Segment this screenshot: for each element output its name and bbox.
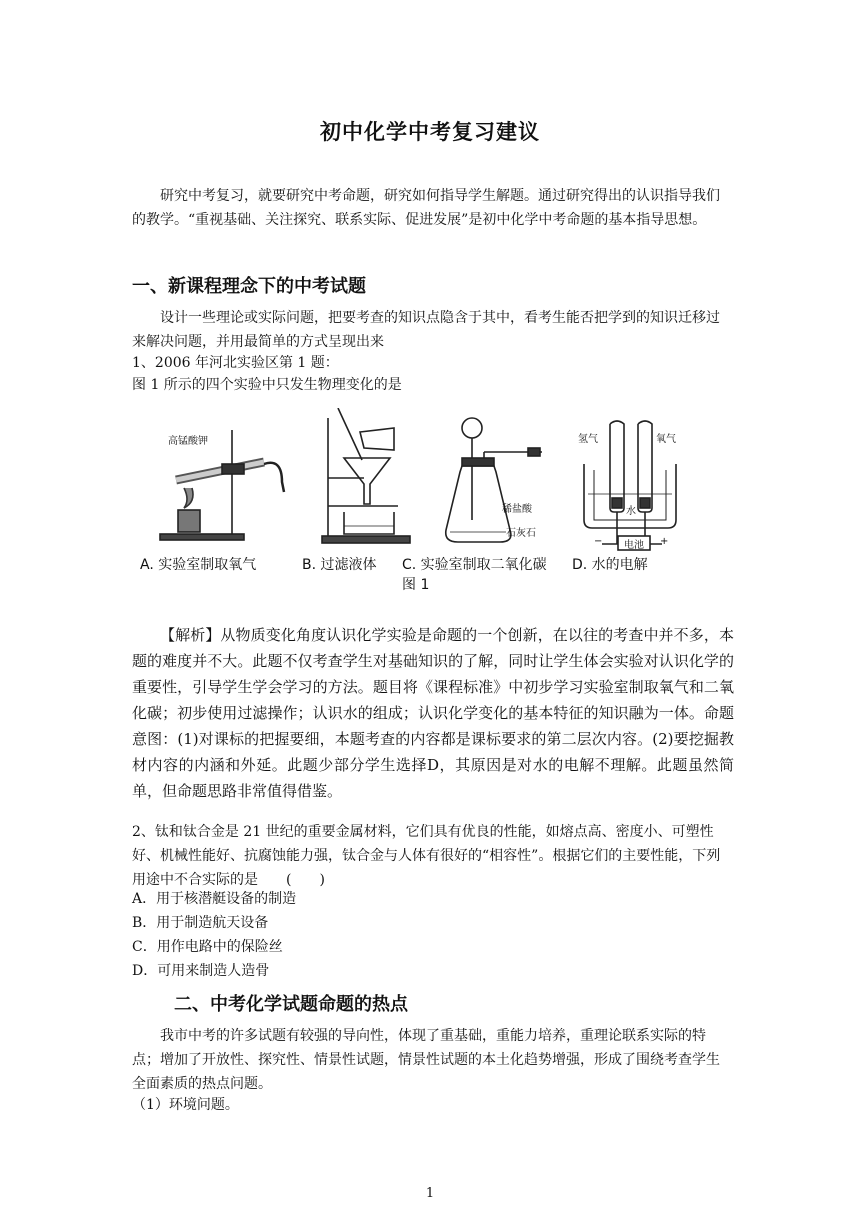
label-minus: − bbox=[594, 536, 603, 547]
caption-c: C. 实验室制取二氧化碳 bbox=[402, 557, 547, 573]
figure-label: 图 1 bbox=[402, 577, 430, 593]
section2-intro: 我市中考的许多试题有较强的导向性，体现了重基础，重能力培养，重理论联系实际的特点；增加了开放性、探究性、情景性试题，情景性试题的本土化趋势增强，形成了围绕考查学生全面素质的热点问题。 bbox=[132, 1028, 720, 1092]
label-battery: 电池 bbox=[624, 540, 644, 551]
question2-option-a: A．用于核潜艇设备的制造 bbox=[132, 891, 297, 907]
section1-heading: 一、新课程理念下的中考试题 bbox=[132, 276, 366, 297]
caption-b: B. 过滤液体 bbox=[302, 557, 377, 573]
apparatus-b-filter bbox=[322, 408, 410, 543]
intro-paragraph: 研究中考复习，就要研究中考命题，研究如何指导学生解题。通过研究得出的认识指导我们的教学。“重视基础、关注探究、联系实际、促进发展”是初中化学中考命题的基本指导思想。 bbox=[132, 188, 720, 228]
question2-option-d: D．可用来制造人造骨 bbox=[132, 963, 270, 979]
figure-1 bbox=[132, 408, 732, 594]
question1-text: 图 1 所示的四个实验中只发生物理变化的是 bbox=[132, 377, 402, 393]
label-hydrogen: 氢气 bbox=[578, 434, 598, 445]
caption-a: A. 实验室制取氧气 bbox=[140, 557, 257, 573]
label-water: 水 bbox=[626, 506, 636, 517]
label-oxygen: 氧气 bbox=[656, 434, 676, 445]
section1-intro: 设计一些理论或实际问题，把要考查的知识点隐含于其中，看考生能否把学到的知识迁移过来解决问题，并用最简单的方式呈现出来 bbox=[132, 310, 720, 350]
caption-d: D. 水的电解 bbox=[572, 557, 648, 573]
section2-item1: （1）环境问题。 bbox=[132, 1097, 239, 1113]
section2-heading: 二、中考化学试题命题的热点 bbox=[174, 994, 408, 1015]
question2-option-b: B．用于制造航天设备 bbox=[132, 915, 269, 931]
label-plus: + bbox=[660, 536, 669, 547]
label-hcl: 稀盐酸 bbox=[502, 504, 532, 515]
label-kmno4: 高锰酸钾 bbox=[168, 436, 208, 447]
page-title: 初中化学中考复习建议 bbox=[320, 120, 540, 144]
page-number: 1 bbox=[425, 1186, 435, 1201]
question2-option-c: C．用作电路中的保险丝 bbox=[132, 939, 283, 955]
analysis-paragraph: 【解析】从物质变化角度认识化学实验是命题的一个创新，在以往的考查中并不多，本题的难度并不大。此题不仅考查学生对基础知识的了解，同时让学生体会实验对认识化学的重要性，引导学生学会学习的方法。题目将《课程标准》中初步学习实验室制取氧气和二氧化碳；初步使用过滤操作；认识水的组成；认识化学变化的基本特征的知识融为一体。命题意图：(1)对课标的把握要细，本题考查的内容都是课标要求的第二层次内容。(2)要挖掘教材内容的内涵和外延。此题少部分学生选择D，其原因是对水的电解不理解。此题虽然简单，但命题思路非常值得借鉴。 bbox=[132, 626, 734, 800]
question1-source: 1、2006 年河北实验区第 1 题： bbox=[132, 355, 339, 371]
question2-text: 2、钛和钛合金是 21 世纪的重要金属材料，它们具有优良的性能，如熔点高、密度小、可塑性好、机械性能好、抗腐蚀能力强，钛合金与人体有很好的“相容性”。根据它们的主要性能，下列用途中不合实际的是 ( ) bbox=[132, 824, 721, 888]
label-limestone: 石灰石 bbox=[506, 528, 536, 539]
